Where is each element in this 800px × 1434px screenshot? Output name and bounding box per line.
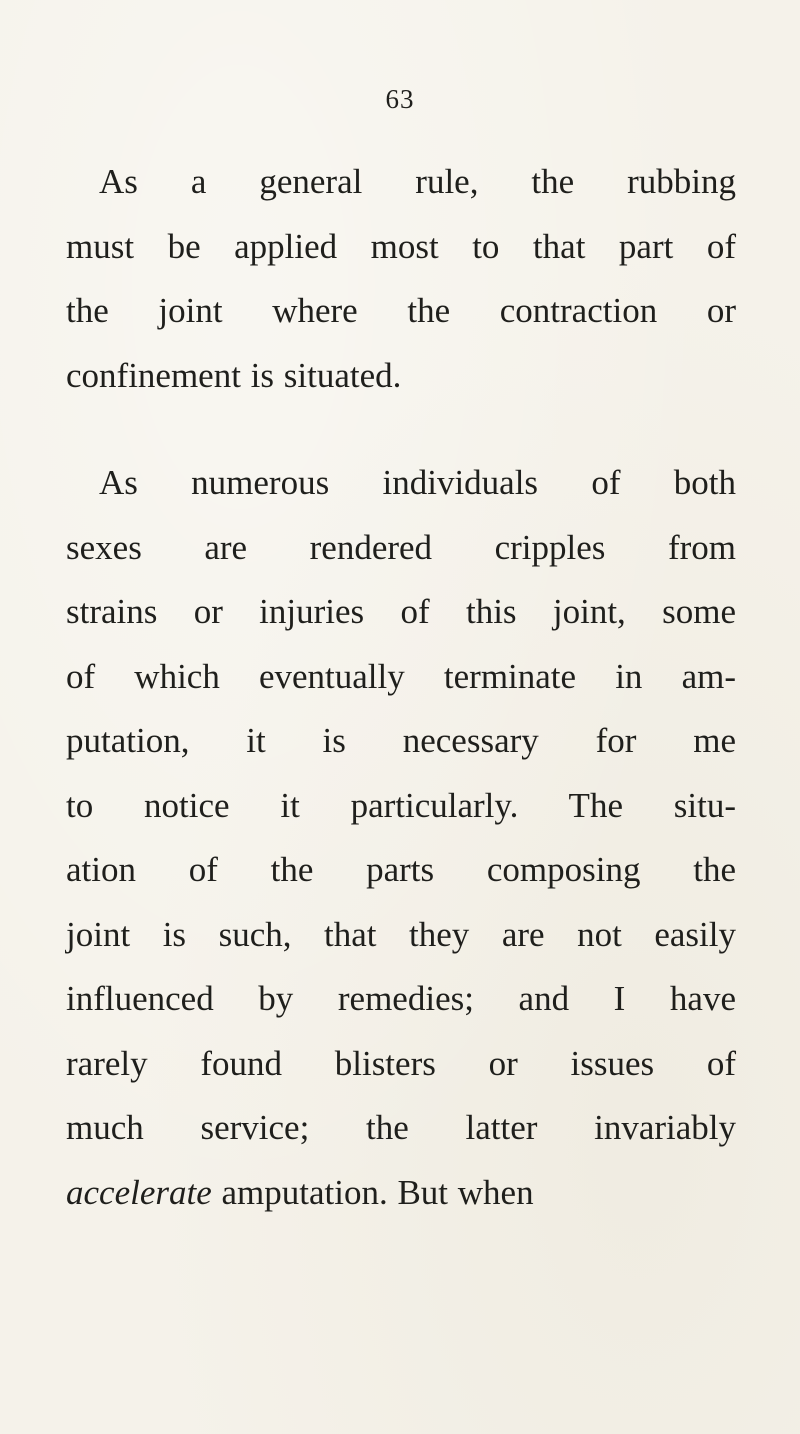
text-line-rest: amputation. But when [211,1172,534,1212]
text-line-last [66,1161,736,1226]
text-line: confinement is situated. [66,355,402,395]
paragraph-1 [66,150,736,408]
page-number: 63 [385,84,415,114]
text-line: As numerous individuals of both [99,463,736,502]
text-line: ation of the parts composing the [66,850,736,889]
text-line: of which eventually terminate in am- [66,656,736,696]
text-line: strains or injuries of this joint, some [66,592,736,631]
text-line: rarely found blisters or issues of [66,1043,736,1083]
text-line: must be applied most to that part of [66,226,736,266]
text-line: joint is such, that they are not easily [66,914,736,954]
emphasized-word: accelerate [66,1172,212,1212]
paragraph-2 [66,451,736,1225]
text-line: much service; the latter invariably [66,1108,736,1147]
text-line: putation, it is necessary for me [66,721,736,760]
text-line: to notice it particularly. The situ- [66,785,736,825]
text-line: sexes are rendered cripples from [66,527,736,567]
text-line: influenced by remedies; and I have [66,979,736,1018]
text-line: the joint where the contraction or [66,291,736,330]
text-line: As a general rule, the rubbing [99,162,736,201]
